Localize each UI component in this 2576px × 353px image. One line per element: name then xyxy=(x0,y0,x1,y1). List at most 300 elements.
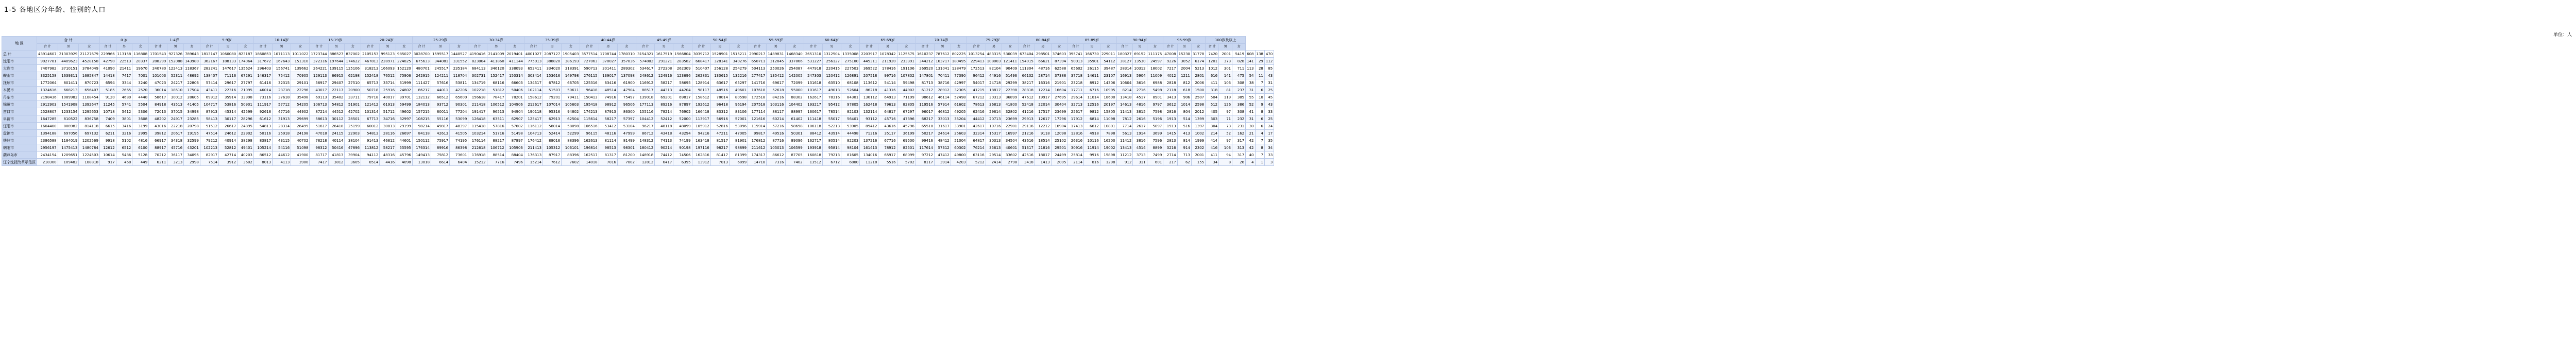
table-cell: 35402 xyxy=(328,94,345,101)
table-cell: 4190416 xyxy=(468,51,487,58)
table-cell: 276115 xyxy=(580,72,599,79)
table-cell: 283241 xyxy=(200,65,218,72)
table-cell: 2813 xyxy=(1163,137,1177,144)
table-cell: 57712 xyxy=(273,101,291,108)
table-cell: 303414 xyxy=(524,72,543,79)
table-cell: 73601 xyxy=(450,152,468,159)
table-cell: 6100 xyxy=(132,144,149,152)
table-cell: 470 xyxy=(1264,51,1274,58)
table-cell: 1813147 xyxy=(200,51,218,58)
table-cell: 47716 xyxy=(273,108,291,115)
table-cell: 2001 xyxy=(1191,152,1205,159)
sex-header: 合 计 xyxy=(916,44,934,51)
sex-header: 女 xyxy=(1100,44,1116,51)
region-name: 阜新市 xyxy=(2,115,37,123)
table-row xyxy=(2,144,1274,152)
table-cell: 82103 xyxy=(841,108,860,115)
table-cell: 56917 xyxy=(310,79,328,87)
table-cell: 43016 xyxy=(149,123,167,130)
table-cell: 3028700 xyxy=(412,51,431,58)
table-cell: 3816 xyxy=(1133,137,1147,144)
sex-header: 男 xyxy=(167,44,184,51)
table-cell: 214 xyxy=(1206,130,1219,137)
table-cell: 43017 xyxy=(310,87,328,94)
table-cell: 95316 xyxy=(543,108,562,115)
table-cell: 44512 xyxy=(328,108,345,115)
unit-note: 单位：人 xyxy=(2553,32,2572,38)
table-cell: 44204 xyxy=(673,87,692,94)
table-cell: 28818 xyxy=(1019,87,1035,94)
table-cell: 52812 xyxy=(218,144,237,152)
table-cell: 69617 xyxy=(767,79,785,87)
table-cell: 18817 xyxy=(986,87,1002,94)
table-cell: 156618 xyxy=(468,94,487,101)
table-cell: 17296 xyxy=(1051,115,1067,123)
table-cell: 3784049 xyxy=(79,65,100,72)
table-cell: 1541908 xyxy=(58,101,79,108)
table-cell: 301411 xyxy=(599,65,617,72)
sex-header: 男 xyxy=(218,44,237,51)
table-cell: 94 xyxy=(1219,152,1232,159)
table-cell: 44902 xyxy=(291,108,310,115)
table-cell: 98899 xyxy=(729,144,748,152)
table-cell: 80514 xyxy=(822,137,841,144)
table-cell: 30112 xyxy=(328,115,345,123)
table-cell: 2302 xyxy=(1191,144,1205,152)
table-cell: 58613 xyxy=(310,115,328,123)
table-cell: 138 xyxy=(1255,51,1264,58)
table-cell: 94904 xyxy=(505,108,524,115)
table-cell: 176314 xyxy=(412,144,431,152)
table-cell: 531227 xyxy=(804,58,822,65)
table-cell: 5498 xyxy=(1147,87,1163,94)
table-cell: 277417 xyxy=(748,72,767,79)
sex-header: 女 xyxy=(785,44,804,51)
table-cell: 42997 xyxy=(951,79,967,87)
table-cell: 63116 xyxy=(967,152,986,159)
table-cell: 82203 xyxy=(841,137,860,144)
table-cell: 87394 xyxy=(1051,58,1067,65)
table-cell: 26 xyxy=(1232,159,1246,166)
table-cell: 105912 xyxy=(692,123,710,130)
table-cell: 89216 xyxy=(655,101,673,108)
table-cell: 48516 xyxy=(710,87,729,94)
table-cell: 7714 xyxy=(1116,123,1133,130)
sex-header: 女 xyxy=(132,44,149,51)
table-cell: 808982 xyxy=(58,123,79,130)
table-cell: 57816 xyxy=(487,123,505,130)
table-cell: 54205 xyxy=(291,101,310,108)
table-cell: 3713 xyxy=(1133,152,1147,159)
table-cell: 6211 xyxy=(149,159,167,166)
table-cell: 193918 xyxy=(804,144,822,152)
table-cell: 504 xyxy=(1206,94,1219,101)
table-cell: 217 xyxy=(1163,159,1177,166)
sex-header: 合 计 xyxy=(860,44,878,51)
table-cell: 86398 xyxy=(450,144,468,152)
table-cell: 411 xyxy=(1206,152,1219,159)
sex-header: 男 xyxy=(543,44,562,51)
table-cell: 74916 xyxy=(599,94,617,101)
table-cell: 1701543 xyxy=(149,51,167,58)
table-cell: 83106 xyxy=(729,108,748,115)
table-cell: 8912 xyxy=(1084,79,1100,87)
table-cell: 912 xyxy=(1116,159,1133,166)
table-cell: 34 xyxy=(1206,159,1219,166)
table-cell: 386 xyxy=(1232,101,1246,108)
table-cell: 56916 xyxy=(710,115,729,123)
table-cell: 188133 xyxy=(218,58,237,65)
table-cell: 2995 xyxy=(132,130,149,137)
sex-header: 合 计 xyxy=(412,44,431,51)
table-cell: 89412 xyxy=(860,123,878,130)
table-cell: 6211 xyxy=(99,130,116,137)
table-cell: 601 xyxy=(1147,159,1163,166)
table-cell: 25 xyxy=(1264,87,1274,94)
table-cell: 88302 xyxy=(785,94,804,101)
region-name: 大连市 xyxy=(2,65,37,72)
table-cell: 7 xyxy=(1255,152,1264,159)
table-cell: 59499 xyxy=(396,101,413,108)
table-cell: 1415 xyxy=(1163,130,1177,137)
table-cell: 25102 xyxy=(1051,137,1067,144)
table-cell: 60012 xyxy=(361,123,380,130)
table-cell: 4816 xyxy=(132,137,149,144)
table-cell: 125106 xyxy=(345,65,361,72)
table-cell: 52618 xyxy=(767,87,785,94)
table-cell: 40017 xyxy=(380,94,396,101)
table-cell: 344081 xyxy=(431,58,449,65)
table-cell: 38104 xyxy=(345,137,361,144)
table-cell: 338093 xyxy=(505,65,524,72)
table-cell: 24917 xyxy=(167,115,184,123)
table-cell: 79212 xyxy=(200,137,218,144)
table-cell: 58217 xyxy=(599,115,617,123)
sex-header: 男 xyxy=(1219,44,1232,51)
table-cell: 1013254 xyxy=(967,51,986,58)
table-cell: 47514 xyxy=(200,130,218,137)
table-cell: 5412 xyxy=(116,108,132,115)
table-cell: 51617 xyxy=(310,123,328,130)
table-cell: 318213 xyxy=(361,65,380,72)
table-cell: 317672 xyxy=(253,58,272,65)
table-cell: 77204 xyxy=(450,108,468,115)
table-cell: 62198 xyxy=(345,72,361,79)
table-cell: 1233154 xyxy=(58,108,79,115)
table-cell: 81317 xyxy=(599,152,617,159)
table-cell: 33901 xyxy=(951,123,967,130)
table-cell: 328141 xyxy=(710,58,729,65)
table-cell: 30313 xyxy=(986,137,1002,144)
table-cell: 152088 xyxy=(167,58,184,65)
table-cell: 163717 xyxy=(935,58,951,65)
table-cell: 8899 xyxy=(1147,144,1163,152)
table-cell: 62907 xyxy=(505,115,524,123)
table-cell: 2141009 xyxy=(487,51,505,58)
table-cell: 49602 xyxy=(396,108,413,115)
table-cell: 906 xyxy=(1177,94,1191,101)
table-cell: 15212 xyxy=(468,159,487,166)
sex-header: 男 xyxy=(1133,44,1147,51)
sex-header: 女 xyxy=(291,44,310,51)
table-cell: 25617 xyxy=(1067,108,1084,115)
table-cell: 346120 xyxy=(487,65,505,72)
table-cell: 814 xyxy=(1177,137,1191,144)
table-cell: 1480784 xyxy=(79,144,100,152)
table-cell: 411144 xyxy=(505,58,524,65)
table-cell: 22014 xyxy=(1035,101,1051,108)
table-cell: 81517 xyxy=(710,137,729,144)
table-cell: 87913 xyxy=(200,108,218,115)
table-cell: 207518 xyxy=(860,72,878,79)
table-cell: 21 xyxy=(1246,130,1255,137)
table-cell: 5613 xyxy=(1116,130,1133,137)
table-cell: 30813 xyxy=(380,123,396,130)
table-cell: 19917 xyxy=(1035,94,1051,101)
age-group-header: 20-24岁 xyxy=(361,37,413,44)
table-cell: 20798 xyxy=(184,123,200,130)
table-cell: 8901 xyxy=(1147,94,1163,101)
table-cell: 917 xyxy=(99,159,116,166)
table-cell: 2105153 xyxy=(361,51,380,58)
table-cell: 7217 xyxy=(1163,65,1177,72)
table-cell: 58014 xyxy=(543,123,562,130)
table-cell: 231 xyxy=(1232,123,1246,130)
table-cell: 52 xyxy=(1219,130,1232,137)
table-cell: 2203917 xyxy=(860,51,878,58)
table-cell: 160617 xyxy=(804,108,822,115)
table-cell: 828 xyxy=(1232,58,1246,65)
table-cell: 11218 xyxy=(860,159,878,166)
table-cell: 836758 xyxy=(79,115,100,123)
table-cell: 590713 xyxy=(580,65,599,72)
table-cell: 113917 xyxy=(692,115,710,123)
table-cell: 66915 xyxy=(328,72,345,79)
table-cell: 22806 xyxy=(184,79,200,87)
sex-header: 合 计 xyxy=(1067,44,1084,51)
table-cell: 132114 xyxy=(860,108,878,115)
table-cell: 504113 xyxy=(748,65,767,72)
table-cell: 35613 xyxy=(986,144,1002,152)
table-cell: 37618 xyxy=(273,94,291,101)
table-cell: 44916 xyxy=(986,72,1002,79)
table-row xyxy=(2,58,1274,65)
table-cell: 5419 xyxy=(1232,51,1246,58)
table-cell: 39701 xyxy=(396,94,413,101)
table-cell: 34504 xyxy=(1002,137,1019,144)
table-cell: 112 xyxy=(1264,58,1274,65)
table-cell: 69500 xyxy=(897,137,916,144)
table-cell: 254087 xyxy=(785,65,804,72)
table-cell: 28116 xyxy=(380,130,396,137)
table-cell: 84301 xyxy=(841,94,860,101)
age-group-header: 5-9岁 xyxy=(200,37,253,44)
table-cell: 7001 xyxy=(132,72,149,79)
table-cell: 96418 xyxy=(580,87,599,94)
table-cell: 71316 xyxy=(860,130,878,137)
table-cell: 4416 xyxy=(380,159,396,166)
table-cell: 1647285 xyxy=(37,115,58,123)
table-cell: 24 xyxy=(1264,123,1274,130)
age-group-header: 80-84岁 xyxy=(1019,37,1067,44)
table-cell: 88217 xyxy=(487,137,505,144)
table-cell: 162816 xyxy=(692,152,710,159)
table-cell: 386193 xyxy=(562,58,580,65)
table-cell: 138479 xyxy=(951,65,967,72)
table-cell: 416 xyxy=(1206,144,1219,152)
table-cell: 21216 xyxy=(1019,130,1035,137)
table-cell: 45796 xyxy=(897,123,916,130)
table-cell: 1905403 xyxy=(562,51,580,58)
table-cell: 48116 xyxy=(599,130,617,137)
table-cell: 1108454 xyxy=(79,94,100,101)
table-cell: 789643 xyxy=(184,51,200,58)
table-cell: 291221 xyxy=(655,58,673,65)
table-cell: 74506 xyxy=(673,152,692,159)
table-cell: 45716 xyxy=(167,144,184,152)
table-cell: 84118 xyxy=(412,130,431,137)
table-cell: 75917 xyxy=(431,137,449,144)
sex-header: 合 计 xyxy=(692,44,710,51)
region-name: 辽宁沈抚改革示范区 xyxy=(2,159,37,166)
table-cell: 55000 xyxy=(785,87,804,94)
table-cell: 1639311 xyxy=(58,72,79,79)
table-cell: 85 xyxy=(1264,65,1274,72)
age-group-header: 50-54岁 xyxy=(692,37,748,44)
table-cell: 24597 xyxy=(1147,58,1163,65)
table-cell: 104412 xyxy=(636,115,655,123)
table-cell: 83312 xyxy=(710,108,729,115)
table-cell: 88016 xyxy=(543,137,562,144)
table-cell: 40601 xyxy=(1002,144,1019,152)
table-cell: 42516 xyxy=(1019,152,1035,159)
table-cell: 115418 xyxy=(468,123,487,130)
table-cell: 132216 xyxy=(729,72,748,79)
table-cell: 176918 xyxy=(468,152,487,159)
table-cell: 20197 xyxy=(1100,101,1116,108)
table-cell: 9226 xyxy=(1163,58,1177,65)
table-cell: 197116 xyxy=(692,144,710,152)
table-cell: 1723744 xyxy=(310,51,328,58)
table-cell: 81713 xyxy=(916,79,934,87)
table-cell: 18600 xyxy=(1100,94,1116,101)
table-cell: 357036 xyxy=(617,58,636,65)
table-cell: 13530 xyxy=(1133,58,1147,65)
table-cell: 162613 xyxy=(580,137,599,144)
table-cell: 49401 xyxy=(238,144,254,152)
table-cell: 150314 xyxy=(505,72,524,79)
table-cell: 51512 xyxy=(200,123,218,130)
table-cell: 29617 xyxy=(218,79,237,87)
table-cell: 11 xyxy=(1255,72,1264,79)
table-cell: 22513 xyxy=(116,58,132,65)
table-cell: 296403 xyxy=(253,65,272,72)
table-cell: 172513 xyxy=(967,65,986,72)
table-cell: 7409 xyxy=(99,115,116,123)
table-cell: 136112 xyxy=(860,94,878,101)
table-cell: 5702 xyxy=(897,159,916,166)
sex-header: 女 xyxy=(1051,44,1067,51)
table-cell: 146317 xyxy=(253,72,272,79)
table-cell: 88404 xyxy=(505,152,524,159)
table-cell: 23218 xyxy=(1067,79,1084,87)
sex-header: 合 计 xyxy=(37,44,58,51)
table-cell: 103 xyxy=(1219,79,1232,87)
table-cell: 616 xyxy=(1206,72,1219,79)
table-cell: 151310 xyxy=(291,58,310,65)
table-cell: 111418 xyxy=(804,115,822,123)
table-cell: 272308 xyxy=(655,65,673,72)
table-cell: 50901 xyxy=(238,101,254,108)
table-cell: 2798 xyxy=(1002,159,1019,166)
table-cell: 98513 xyxy=(599,144,617,152)
table-cell: 24217 xyxy=(167,79,184,87)
table-cell: 106516 xyxy=(580,123,599,130)
table-cell: 81605 xyxy=(841,152,860,159)
table-cell: 4514 xyxy=(1133,144,1147,152)
table-cell: 1312504 xyxy=(822,51,841,58)
table-cell: 88396 xyxy=(562,137,580,144)
table-cell: 70905 xyxy=(291,72,310,79)
table-cell: 191106 xyxy=(897,65,916,72)
table-cell: 1500 xyxy=(1191,87,1205,94)
table-cell: 4001027 xyxy=(524,51,543,58)
table-cell: 49013 xyxy=(822,87,841,94)
table-cell: 73 xyxy=(1219,123,1232,130)
table-cell: 46114 xyxy=(935,94,951,101)
table-cell: 36199 xyxy=(897,130,916,137)
table-cell: 104906 xyxy=(505,101,524,108)
table-row xyxy=(2,101,1274,108)
table-cell: 78214 xyxy=(655,108,673,115)
table-cell: 608 xyxy=(1246,51,1255,58)
table-cell: 63511 xyxy=(487,115,505,123)
table-cell: 6712 xyxy=(822,159,841,166)
table-cell: 17413 xyxy=(1067,123,1084,130)
table-cell: 66102 xyxy=(1019,72,1035,79)
table-cell: 814118 xyxy=(79,123,100,130)
table-cell: 32713 xyxy=(1067,101,1084,108)
table-cell: 63416 xyxy=(599,79,617,87)
table-cell: 75812 xyxy=(431,152,449,159)
table-cell: 11245 xyxy=(99,101,116,108)
table-cell: 2087127 xyxy=(543,51,562,58)
table-cell: 7496 xyxy=(505,159,524,166)
table-cell: 81901 xyxy=(729,137,748,144)
table-cell: 33 xyxy=(1264,108,1274,115)
table-cell: 3344 xyxy=(116,79,132,87)
table-cell: 45 xyxy=(1264,94,1274,101)
table-cell: 106101 xyxy=(562,144,580,152)
age-group-header: 15-19岁 xyxy=(310,37,361,44)
table-cell: 3914 xyxy=(935,159,951,166)
table-cell: 3608 xyxy=(132,115,149,123)
table-cell: 2012 xyxy=(1191,108,1205,115)
table-cell: 125417 xyxy=(524,115,543,123)
table-cell: 25603 xyxy=(951,130,967,137)
table-cell: 52213 xyxy=(822,123,841,130)
region-header: 地 区 xyxy=(2,37,37,51)
table-cell: 180495 xyxy=(951,58,967,65)
table-cell: 3416 xyxy=(116,123,132,130)
table-cell: 1780310 xyxy=(617,51,636,58)
table-cell: 57001 xyxy=(729,115,748,123)
table-cell: 88514 xyxy=(487,152,505,159)
table-cell: 3052 xyxy=(1177,58,1191,65)
age-group-header: 0 岁 xyxy=(99,37,148,44)
table-cell: 21816 xyxy=(1035,144,1051,152)
table-cell: 50217 xyxy=(916,130,934,137)
